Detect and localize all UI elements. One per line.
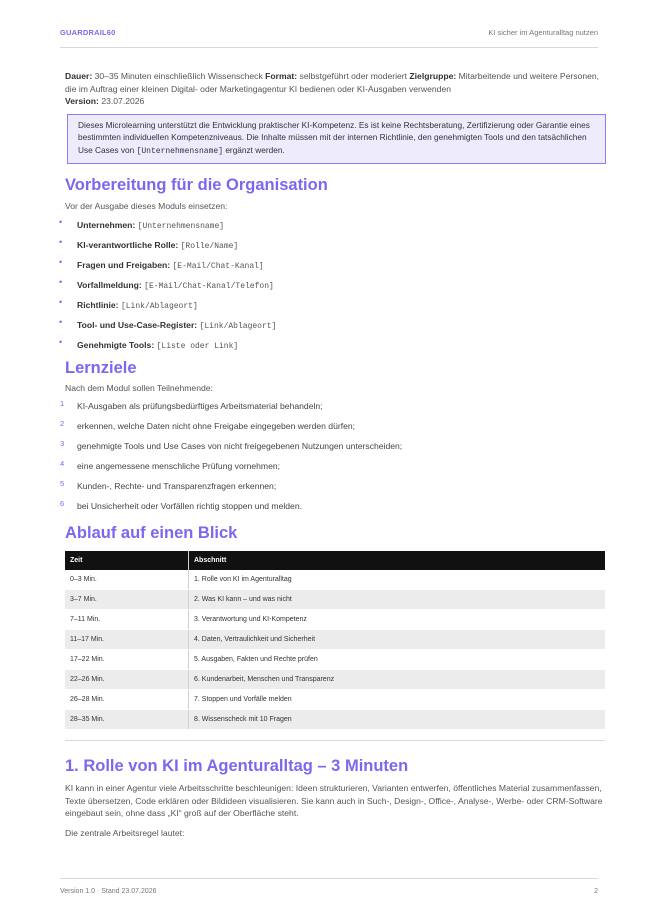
page-content bbox=[59, 70, 605, 839]
item-number: 3 bbox=[60, 439, 65, 448]
cell-abschnitt: 4. Daten, Vertraulichkeit und Sicherheit bbox=[189, 630, 606, 650]
header-title: KI sicher im Agenturalltag nutzen bbox=[488, 28, 598, 37]
bullet-icon: • bbox=[59, 336, 63, 347]
item-text: eine angemessene menschliche Prüfung vornehmen; bbox=[77, 461, 281, 471]
cell-zeit: 3–7 Min. bbox=[65, 590, 189, 610]
table-row bbox=[65, 710, 605, 730]
ablauf-table bbox=[65, 551, 605, 730]
table-header-row bbox=[65, 551, 605, 570]
list-item bbox=[60, 439, 605, 460]
zielgruppe-label: Zielgruppe: bbox=[409, 71, 457, 81]
cell-zeit: 0–3 Min. bbox=[65, 570, 189, 590]
item-label: Tool- und Use-Case-Register: bbox=[77, 319, 198, 330]
cell-zeit: 22–26 Min. bbox=[65, 670, 189, 690]
list-item bbox=[59, 276, 605, 299]
table-row bbox=[65, 590, 605, 610]
table-row bbox=[65, 670, 605, 690]
bullet-icon: • bbox=[59, 216, 63, 227]
cell-abschnitt: 2. Was KI kann – und was nicht bbox=[189, 590, 606, 610]
module-meta bbox=[65, 70, 605, 108]
cell-zeit: 7–11 Min. bbox=[65, 610, 189, 630]
list-item bbox=[59, 336, 605, 359]
list-item bbox=[60, 459, 605, 480]
col-header-zeit: Zeit bbox=[65, 551, 189, 570]
bullet-icon: • bbox=[59, 236, 63, 247]
item-placeholder: [Unternehmensname] bbox=[137, 221, 225, 231]
item-number: 2 bbox=[60, 419, 65, 428]
list-item bbox=[59, 256, 605, 279]
page-number: 2 bbox=[594, 888, 598, 895]
disclaimer-box bbox=[67, 114, 606, 165]
rolle-paragraph: KI kann in einer Agentur viele Arbeitsschritte beschleunigen: Ideen strukturieren, Varianten entwerfen, öffentliches Material zusammenfassen, Texte übersetzen, Code erklären oder Bildideen visualisieren. Sie kann auch in Such-, Design-, Office-, Analyse-, Werbe- oder CRM-Software eingebaut sein, ohne dass „KI“ groß auf der Oberfläche steht. bbox=[65, 783, 603, 818]
bullet-icon: • bbox=[59, 256, 63, 267]
item-number: 5 bbox=[60, 479, 65, 488]
format-label: Format: bbox=[265, 71, 298, 81]
cell-abschnitt: 7. Stoppen und Vorfälle melden bbox=[189, 690, 606, 710]
list-item bbox=[60, 499, 605, 520]
dauer-label: Dauer: bbox=[65, 71, 93, 81]
table-row bbox=[65, 690, 605, 710]
version-value: 23.07.2026 bbox=[101, 96, 145, 106]
list-item bbox=[60, 399, 605, 420]
vorbereitung-list bbox=[59, 216, 605, 359]
bullet-icon: • bbox=[59, 316, 63, 327]
table-row bbox=[65, 610, 605, 630]
section-heading-vorbereitung: Vorbereitung für die Organisation bbox=[65, 176, 328, 194]
item-placeholder: [Rolle/Name] bbox=[180, 241, 239, 251]
item-placeholder: [Link/Ablageort] bbox=[120, 301, 198, 311]
zielgruppe-value: Mitarbeitende und weitere Personen, die im Auftrag einer kleinen Digital- oder Marketingagentur KI bedienen oder KI-Ausgaben verwenden bbox=[65, 71, 600, 94]
item-label: Unternehmen: bbox=[77, 219, 136, 230]
bullet-icon: • bbox=[59, 296, 63, 307]
item-placeholder: [Link/Ablageort] bbox=[199, 321, 277, 331]
cell-abschnitt: 8. Wissenscheck mit 10 Fragen bbox=[189, 710, 606, 730]
item-number: 4 bbox=[60, 459, 65, 468]
rolle-rule-intro: Die zentrale Arbeitsregel lautet: bbox=[65, 827, 185, 838]
item-text: bei Unsicherheit oder Vorfällen richtig stoppen und melden. bbox=[77, 501, 303, 511]
version-label: Version: bbox=[65, 96, 99, 106]
lernziele-intro: Nach dem Modul sollen Teilnehmende: bbox=[65, 382, 213, 393]
cell-zeit: 26–28 Min. bbox=[65, 690, 189, 710]
page-header bbox=[60, 27, 598, 48]
section-heading-ablauf: Ablauf auf einen Blick bbox=[65, 524, 238, 542]
cell-abschnitt: 1. Rolle von KI im Agenturalltag bbox=[189, 570, 606, 590]
list-item bbox=[60, 419, 605, 440]
cell-zeit: 28–35 Min. bbox=[65, 710, 189, 730]
item-label: Richtlinie: bbox=[77, 299, 119, 310]
item-label: Vorfallmeldung: bbox=[77, 279, 142, 290]
item-text: genehmigte Tools und Use Cases von nicht freigegebenen Nutzungen unterscheiden; bbox=[77, 441, 403, 451]
item-text: erkennen, welche Daten nicht ohne Freigabe eingegeben werden dürfen; bbox=[77, 421, 356, 431]
cell-abschnitt: 3. Verantwortung und KI-Kompetenz bbox=[189, 610, 606, 630]
table-row bbox=[65, 630, 605, 650]
list-item bbox=[59, 316, 605, 339]
item-placeholder: [E-Mail/Chat-Kanal/Telefon] bbox=[144, 281, 274, 291]
bullet-icon: • bbox=[59, 276, 63, 287]
list-item bbox=[59, 296, 605, 319]
item-number: 1 bbox=[60, 399, 65, 408]
section-heading-lernziele: Lernziele bbox=[65, 358, 137, 377]
cell-zeit: 11–17 Min. bbox=[65, 630, 189, 650]
disclaimer-text: Dieses Microlearning unterstützt die Entwicklung praktischer KI-Kompetenz. Es ist keine Rechtsberatung, Zertifizierung oder Garantie eines bestimmten individuellen Kompetenzniveaus. Die Inhalte müssen mit der internen Richtlinie, den genehmigten Tools und den tatsächlichen Use Cases von bbox=[78, 119, 590, 155]
section-divider bbox=[65, 740, 605, 741]
lernziele-list bbox=[60, 399, 605, 520]
list-item bbox=[60, 479, 605, 500]
list-item bbox=[59, 216, 605, 239]
table-row bbox=[65, 570, 605, 590]
disclaimer-end: ergänzt werden. bbox=[225, 144, 285, 155]
cell-abschnitt: 5. Ausgaben, Fakten und Rechte prüfen bbox=[189, 650, 606, 670]
vorbereitung-intro: Vor der Ausgabe dieses Moduls einsetzen: bbox=[65, 201, 228, 211]
list-item bbox=[59, 236, 605, 259]
brand-label: GUARDRAIL60 bbox=[60, 28, 116, 37]
format-value: selbstgeführt oder moderiert bbox=[299, 71, 408, 81]
table-row bbox=[65, 650, 605, 670]
section-heading-rolle: 1. Rolle von KI im Agenturalltag – 3 Minuten bbox=[65, 757, 409, 775]
cell-abschnitt: 6. Kundenarbeit, Menschen und Transparenz bbox=[189, 670, 606, 690]
footer-version: Version 1.0 · Stand 23.07.2026 bbox=[60, 888, 157, 895]
disclaimer-placeholder: [Unternehmensname] bbox=[136, 146, 223, 156]
item-label: KI-verantwortliche Rolle: bbox=[77, 239, 179, 250]
col-header-abschnitt: Abschnitt bbox=[189, 551, 606, 570]
item-placeholder: [Liste oder Link] bbox=[156, 341, 239, 351]
item-placeholder: [E-Mail/Chat-Kanal] bbox=[172, 261, 264, 271]
dauer-value: 30–35 Minuten einschließlich Wissenscheck bbox=[94, 71, 263, 81]
item-text: Kunden-, Rechte- und Transparenzfragen erkennen; bbox=[77, 481, 277, 491]
item-label: Fragen und Freigaben: bbox=[77, 259, 171, 270]
cell-zeit: 17–22 Min. bbox=[65, 650, 189, 670]
item-label: Genehmigte Tools: bbox=[77, 339, 155, 350]
item-number: 6 bbox=[60, 499, 65, 508]
item-text: KI-Ausgaben als prüfungsbedürftiges Arbeitsmaterial behandeln; bbox=[77, 401, 323, 411]
page-footer bbox=[60, 878, 598, 895]
